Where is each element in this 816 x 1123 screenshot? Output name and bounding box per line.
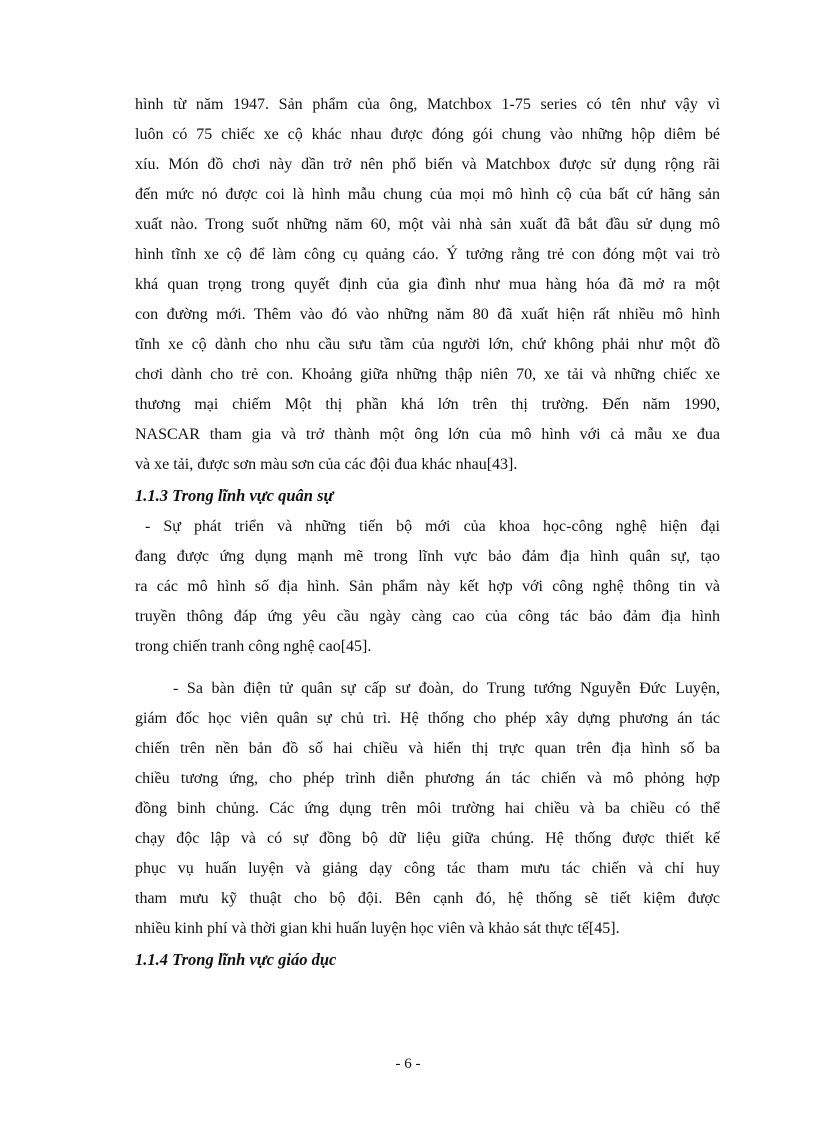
paragraph-spacer (135, 662, 720, 674)
text-line: truyền thông đáp ứng yêu cầu ngày càng cao của công tác bảo đảm địa hình (135, 608, 720, 625)
text-line: đến mức nó được coi là hình mẫu chung của mọi mô hình cộ của bất cứ hãng sản (135, 186, 720, 203)
text-line: luôn có 75 chiếc xe cộ khác nhau được đóng gói chung vào những hộp diêm bé (135, 126, 720, 143)
text-line: thương mại chiếm Một thị phần khá lớn trên thị trường. Đến năm 1990, (135, 396, 720, 413)
text-line: tham mưu kỹ thuật cho bộ đội. Bên cạnh đó, hệ thống sẽ tiết kiệm được (135, 890, 720, 907)
text-line: phục vụ huấn luyện và giảng dạy công tác tham mưu tác chiến và chỉ huy (135, 860, 720, 877)
text-line: - Sa bàn điện tử quân sự cấp sư đoàn, do Trung tướng Nguyễn Đức Luyện, (173, 680, 720, 697)
text-line: đồng binh chủng. Các ứng dụng trên môi trường hai chiều và ba chiều có thể (135, 800, 720, 817)
text-line: trong chiến tranh công nghệ cao[45]. (135, 638, 372, 655)
section-heading-military: 1.1.3 Trong lĩnh vực quân sự (135, 486, 334, 505)
text-line: - Sự phát triển và những tiến bộ mới của khoa học-công nghệ hiện đại (145, 518, 720, 535)
text-line: NASCAR tham gia và trở thành một ông lớn của mô hình với cả mẫu xe đua (135, 426, 720, 443)
text-line: tĩnh xe cộ dành cho nhu cầu sưu tầm của người lớn, chứ không phải như một đồ (135, 336, 720, 353)
section-heading-education: 1.1.4 Trong lĩnh vực giáo dục (135, 950, 337, 969)
text-line: hình từ năm 1947. Sản phẩm của ông, Matchbox 1-75 series có tên như vậy vì (135, 96, 720, 113)
paragraph-electronic-sandbox (135, 674, 720, 944)
paragraph-vehicle-models (135, 90, 720, 480)
text-line: xuất nào. Trong suốt những năm 60, một vài nhà sản xuất đã bắt đầu sử dụng mô (135, 216, 720, 233)
page-number: - 6 - (395, 1056, 421, 1072)
text-line: con đường mới. Thêm vào đó vào những năm 80 đã xuất hiện rất nhiều mô hình (135, 306, 720, 323)
text-line: ra các mô hình số địa hình. Sản phẩm này kết hợp với công nghệ thông tin và (135, 578, 720, 595)
text-line: chiều tương ứng, cho phép trình diễn phương án tác chiến và mô phỏng hợp (135, 770, 720, 787)
text-line: chơi dành cho trẻ con. Khoảng giữa những thập niên 70, xe tải và những chiếc xe (135, 366, 720, 383)
text-line: chiến trên nền bản đồ số hai chiều và hiển thị trực quan trên địa hình số ba (135, 740, 720, 757)
text-line: giám đốc học viên quân sự chủ trì. Hệ thống cho phép xây dựng phương án tác (135, 710, 720, 727)
text-line: hình tĩnh xe cộ để làm công cụ quảng cáo. Ý tưởng rằng trẻ con đóng một vai trò (135, 246, 720, 263)
page-content (135, 90, 720, 976)
text-line: và xe tải, được sơn màu sơn của các đội đua khác nhau[43]. (135, 456, 518, 473)
text-line: chạy độc lập và có sự đồng bộ dữ liệu giữa chúng. Hệ thống được thiết kế (135, 830, 720, 847)
text-line: nhiều kinh phí và thời gian khi huấn luyện học viên và khảo sát thực tế[45]. (135, 920, 620, 937)
text-line: khá quan trọng trong quyết định của gia đình như mua hàng hóa đã mở ra một (135, 276, 720, 293)
text-line: đang được ứng dụng mạnh mẽ trong lĩnh vực bảo đảm địa hình quân sự, tạo (135, 548, 720, 565)
text-line: xíu. Món đồ chơi này dần trở nên phổ biến và Matchbox được sử dụng rộng rãi (135, 156, 720, 173)
paragraph-military-terrain (135, 512, 720, 662)
